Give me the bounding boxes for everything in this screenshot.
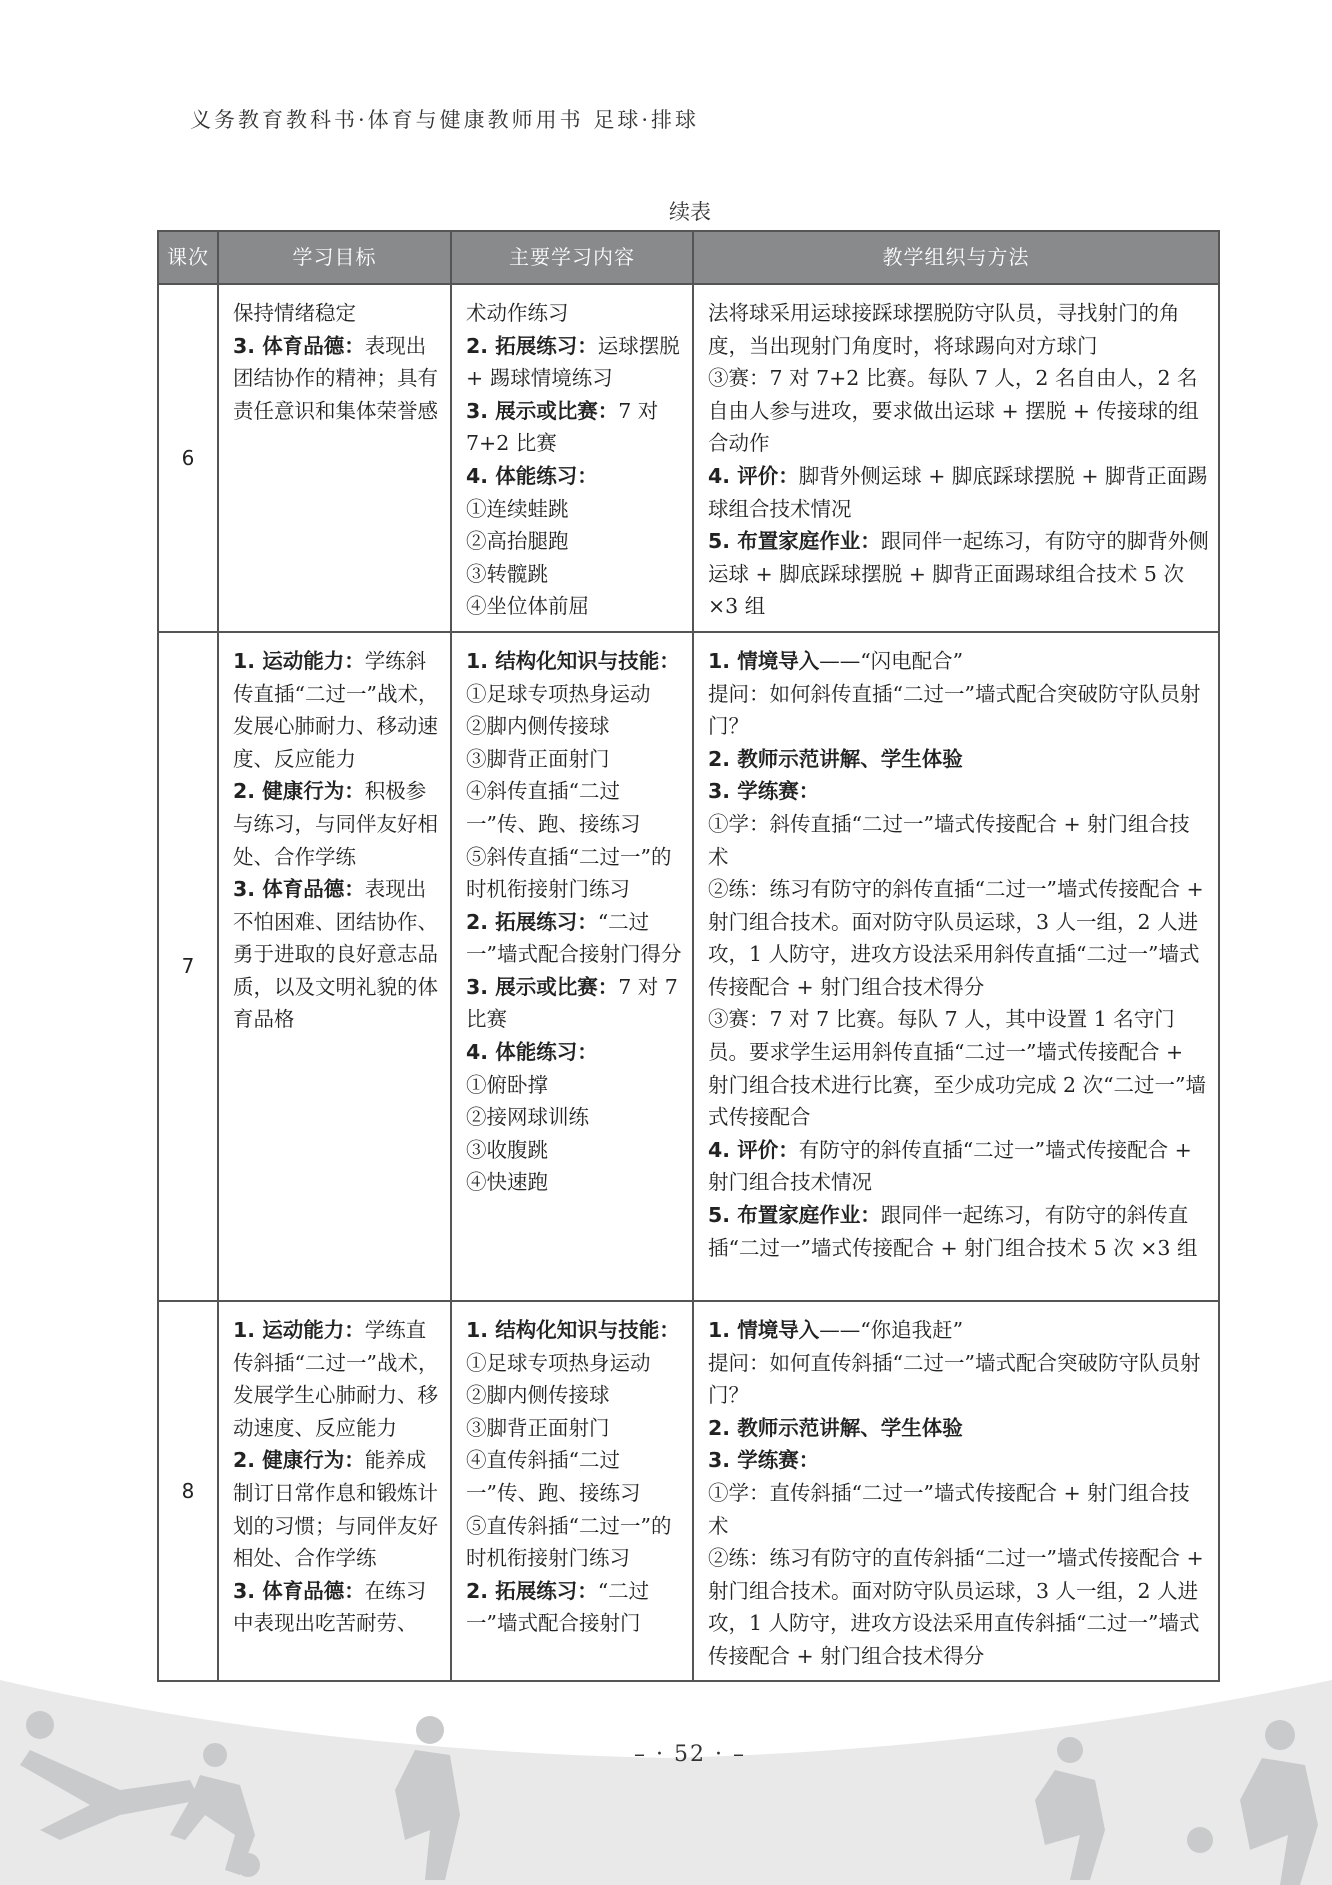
cell-line: 3. 体育品德：表现出不怕困难、团结协作、勇于进取的良好意志品质，以及文明礼貌的体育品格 (233, 877, 438, 1032)
cell-line: 2. 拓展练习：“二过一”墙式配合接射门得分 (466, 909, 682, 967)
cell-line: ①学：斜传直插“二过一”墙式传接配合 + 射门组合技术 (708, 811, 1190, 869)
column-header-goals: 学习目标 (218, 231, 451, 284)
cell-line: 提问：如何斜传直插“二过一”墙式配合突破防守队员射门？ (708, 681, 1201, 739)
cell-line: ③脚背正面射门 (466, 1415, 610, 1440)
cell-line: ③收腹跳 (466, 1137, 548, 1162)
content-cell (451, 284, 693, 632)
content-cell (451, 632, 693, 1301)
cell-line: 2. 健康行为：能养成制订日常作息和锻炼计划的习惯；与同伴友好相处、合作学练 (233, 1448, 438, 1571)
column-header-methods: 教学组织与方法 (693, 231, 1219, 284)
cell-line: ①连续蛙跳 (466, 496, 569, 521)
cell-line: ①足球专项热身运动 (466, 681, 651, 706)
cell-line: 2. 拓展练习：“二过一”墙式配合接射门 (466, 1578, 650, 1636)
cell-line: ①俯卧撑 (466, 1072, 548, 1097)
cell-line: 2. 健康行为：积极参与练习，与同伴友好相处、合作学练 (233, 779, 438, 869)
methods-cell (693, 284, 1219, 632)
cell-line: ①学：直传斜插“二过一”墙式传接配合 + 射门组合技术 (708, 1480, 1190, 1538)
goals-cell (218, 1301, 451, 1682)
cell-line: ③脚背正面射门 (466, 746, 610, 771)
cell-line: ④直传斜插“二过一”传、跑、接练习 (466, 1448, 641, 1505)
table-header-row (158, 231, 1219, 284)
cell-line: ②接网球训练 (466, 1105, 589, 1130)
goals-cell (218, 632, 451, 1301)
cell-line: 4. 评价：有防守的斜传直插“二过一”墙式传接配合 + 射门组合技术情况 (708, 1137, 1192, 1195)
cell-line: ③赛：7 对 7 比赛。每队 7 人，其中设置 1 名守门员。要求学生运用斜传直插“二过一”墙式传接配合 + 射门组合技术进行比赛，至少成功完成 2 次“二过一”墙式传接配合 (708, 1007, 1207, 1130)
cell-line: 1. 情境导入——“闪电配合” (708, 648, 964, 673)
cell-line: ⑤直传斜插“二过一”的时机衔接射门练习 (466, 1513, 672, 1571)
cell-line: 3. 体育品德：表现出团结协作的精神；具有责任意识和集体荣誉感 (233, 333, 438, 423)
cell-line: 2. 教师示范讲解、学生体验 (708, 1415, 963, 1440)
cell-line: 3. 展示或比赛：7 对 7 比赛 (466, 974, 678, 1032)
methods-cell (693, 632, 1219, 1301)
cell-line: 1. 结构化知识与技能： (466, 1317, 680, 1342)
cell-line: 术动作练习 (466, 301, 569, 325)
cell-line: 4. 体能练习： (466, 1040, 598, 1065)
lesson-number: 7 (158, 632, 218, 1301)
lesson-plan-table (157, 230, 1220, 1682)
cell-line: ③转髋跳 (466, 561, 548, 586)
cell-line: ②练：练习有防守的斜传直插“二过一”墙式传接配合 + 射门组合技术。面对防守队员运球，3 人一组，2 人进攻，1 人防守，进攻方设法采用斜传直插“二过一”墙式传接配合 + 射门组合技术得分 (708, 877, 1204, 999)
cell-line: 2. 拓展练习：运球摆脱 + 踢球情境练习 (466, 333, 680, 391)
cell-line: 3. 展示或比赛：7 对 7+2 比赛 (466, 398, 659, 456)
cell-line: ⑤斜传直插“二过一”的时机衔接射门练习 (466, 844, 672, 902)
table-row-lesson-6 (158, 284, 1219, 632)
lesson-number: 8 (158, 1301, 218, 1682)
page-number: – · 52 · – (634, 1742, 746, 1767)
cell-line: 3. 体育品德：在练习中表现出吃苦耐劳、 (233, 1578, 427, 1636)
table-row-lesson-8 (158, 1301, 1219, 1682)
column-header-lesson: 课次 (158, 231, 218, 284)
table-caption: 续表 (669, 200, 711, 224)
table-row-lesson-7 (158, 632, 1219, 1301)
cell-line: 5. 布置家庭作业：跟同伴一起练习，有防守的脚背外侧运球 + 脚底踩球摆脱 + 脚背正面踢球组合技术 5 次 ×3 组 (708, 529, 1209, 619)
running-header: 义务教育教科书·体育与健康教师用书 足球·排球 (190, 108, 700, 132)
cell-line: ④斜传直插“二过一”传、跑、接练习 (466, 779, 641, 836)
cell-line: 3. 学练赛： (708, 1448, 820, 1473)
cell-line: 1. 运动能力：学练直传斜插“二过一”战术，发展学生心肺耐力、移动速度、反应能力 (233, 1317, 439, 1440)
lesson-number: 6 (158, 284, 218, 632)
column-header-content: 主要学习内容 (451, 231, 693, 284)
cell-line: 3. 学练赛： (708, 779, 820, 804)
cell-line: 保持情绪稳定 (233, 301, 356, 325)
cell-line: 4. 体能练习： (466, 463, 598, 488)
cell-line: 1. 结构化知识与技能： (466, 648, 680, 673)
cell-line: ②脚内侧传接球 (466, 1383, 610, 1408)
cell-line: ②练：练习有防守的直传斜插“二过一”墙式传接配合 + 射门组合技术。面对防守队员运球，3 人一组，2 人进攻，1 人防守，进攻方设法采用直传斜插“二过一”墙式传接配合 + 射门组合技术得分 (708, 1546, 1204, 1668)
cell-line: ④快速跑 (466, 1170, 548, 1195)
cell-line: ④坐位体前屈 (466, 594, 589, 619)
cell-line: 1. 运动能力：学练斜传直插“二过一”战术，发展心肺耐力、移动速度、反应能力 (233, 648, 439, 771)
cell-line: ②高抬腿跑 (466, 529, 569, 554)
cell-line: ①足球专项热身运动 (466, 1350, 651, 1375)
cell-line: 1. 情境导入——“你追我赶” (708, 1317, 964, 1342)
cell-line: 提问：如何直传斜插“二过一”墙式配合突破防守队员射门？ (708, 1350, 1201, 1408)
cell-line: 法将球采用运球接踩球摆脱防守队员，寻找射门的角度，当出现射门角度时，将球踢向对方球门 (708, 301, 1180, 358)
cell-line: ②脚内侧传接球 (466, 714, 610, 739)
cell-line: ③赛：7 对 7+2 比赛。每队 7 人，2 名自由人，2 名自由人参与进攻，要求做出运球 + 摆脱 + 传接球的组合动作 (708, 366, 1199, 456)
goals-cell (218, 284, 451, 632)
methods-cell (693, 1301, 1219, 1682)
content-cell (451, 1301, 693, 1682)
cell-line: 4. 评价：脚背外侧运球 + 脚底踩球摆脱 + 脚背正面踢球组合技术情况 (708, 463, 1208, 521)
cell-line: 5. 布置家庭作业：跟同伴一起练习，有防守的斜传直插“二过一”墙式传接配合 + 射门组合技术 5 次 ×3 组 (708, 1203, 1198, 1260)
cell-line: 2. 教师示范讲解、学生体验 (708, 746, 963, 771)
